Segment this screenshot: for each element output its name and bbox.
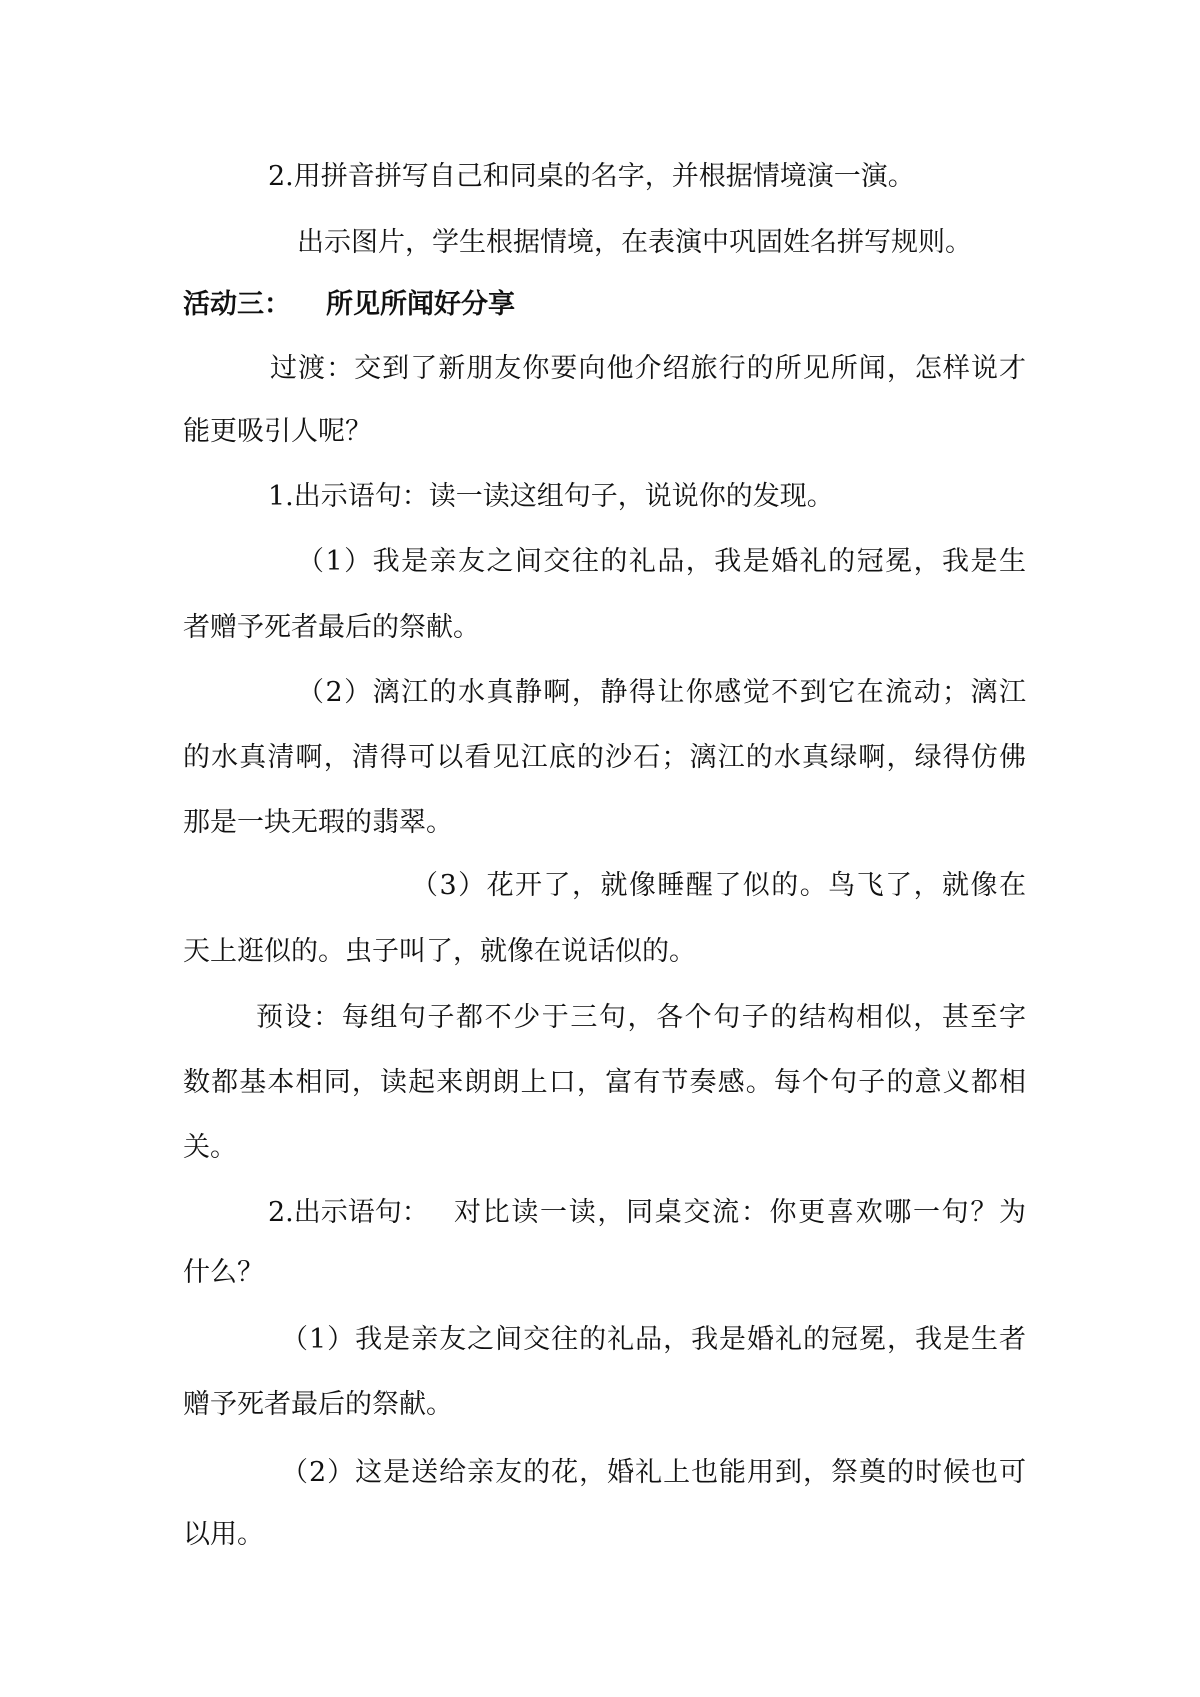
text-line-6: 能更吸引人呢？ xyxy=(183,416,372,447)
text-line-21: 赠予死者最后的祭献。 xyxy=(183,1389,453,1420)
text-line-10: （2）漓江的水真静啊，静得让你感觉不到它在流动；漓江 xyxy=(297,677,1026,708)
text-line-13: （3）花开了，就像睡醒了似的。鸟飞了，就像在 xyxy=(411,870,1026,901)
text-line-7: 1.出示语句：读一读这组句子，说说你的发现。 xyxy=(268,481,834,512)
text-line-18b: 对比读一读，同桌交流：你更喜欢哪一句？为 xyxy=(454,1197,1026,1228)
section-heading-label: 活动三： xyxy=(183,289,291,320)
text-line-18a: 2.出示语句： xyxy=(268,1197,429,1228)
text-line-8: （1）我是亲友之间交往的礼品，我是婚礼的冠冕，我是生 xyxy=(297,546,1026,577)
text-line-11: 的水真清啊，清得可以看见江底的沙石；漓江的水真绿啊，绿得仿佛 xyxy=(183,742,1026,773)
text-line-1: 2.用拼音拼写自己和同桌的名字，并根据情境演一演。 xyxy=(268,161,915,192)
text-line-2: 出示图片，学生根据情境，在表演中巩固姓名拼写规则。 xyxy=(297,227,972,258)
text-line-20: （1）我是亲友之间交往的礼品，我是婚礼的冠冕，我是生者 xyxy=(281,1324,1026,1355)
text-line-17: 关。 xyxy=(183,1132,237,1163)
text-line-12: 那是一块无瑕的翡翠。 xyxy=(183,807,453,838)
text-line-16: 数都基本相同，读起来朗朗上口，富有节奏感。每个句子的意义都相 xyxy=(183,1067,1026,1098)
text-line-15: 预设：每组句子都不少于三句，各个句子的结构相似，甚至字 xyxy=(256,1002,1026,1033)
text-line-5: 过渡：交到了新朋友你要向他介绍旅行的所见所闻，怎样说才 xyxy=(270,353,1026,384)
text-line-22: （2）这是送给亲友的花，婚礼上也能用到，祭奠的时候也可 xyxy=(281,1457,1026,1488)
text-line-14: 天上逛似的。虫子叫了，就像在说话似的。 xyxy=(183,936,696,967)
text-line-19: 什么？ xyxy=(183,1257,264,1288)
section-heading-title: 所见所闻好分享 xyxy=(326,289,515,320)
text-line-9: 者赠予死者最后的祭献。 xyxy=(183,612,480,643)
text-line-23: 以用。 xyxy=(183,1519,264,1550)
